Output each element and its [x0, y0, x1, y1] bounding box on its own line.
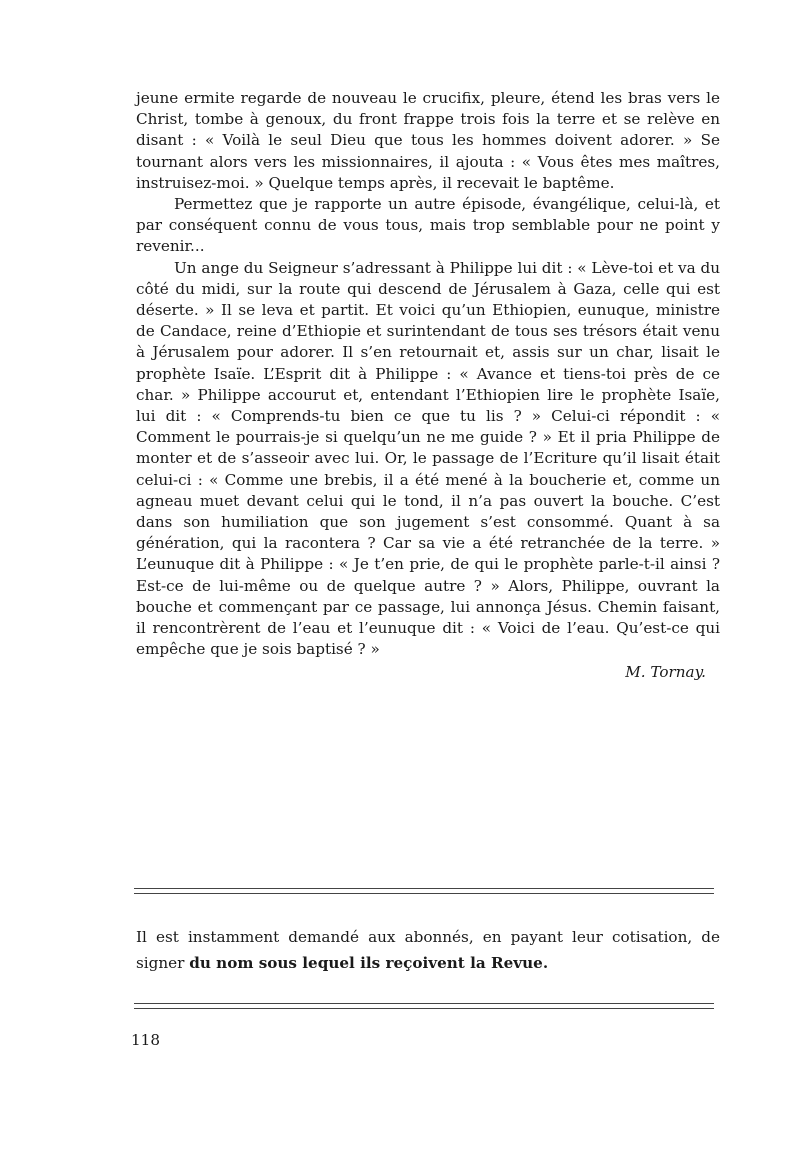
subscriber-notice: [136, 924, 720, 976]
paragraph-episode-intro: Permettez que je rapporte un autre épisode, évangélique, celui-là, et par conséquent connu de vous tous, mais trop semblable pour ne point y revenir...: [136, 195, 720, 256]
double-rule-divider-bottom: [134, 1003, 714, 1009]
page-number: 118: [131, 1031, 160, 1049]
paragraph-continuation: jeune ermite regarde de nouveau le crucifix, pleure, étend les bras vers le Christ, tombe à genoux, du front frappe trois fois la terre et se relève en disant : « Voilà le seul Dieu que tous les hommes doivent adorer. » Se tournant alors vers les missionnaires, il ajouta : « Vous êtes mes maîtres, instruisez-moi. » Quelque temps après, il recevait le baptême.: [136, 89, 720, 192]
author-signature: M. Tornay.: [625, 663, 706, 682]
paragraph-philip-ethiopian: Un ange du Seigneur s’adressant à Philippe lui dit : « Lève-toi et va du côté du midi, sur la route qui descend de Jérusalem à Gaza, celle qui est déserte. » Il se leva et partit. Et voici qu’un Ethiopien, eunuque, ministre de Candace, reine d’Ethiopie et surintendant de tous ses trésors était venu à Jérusalem pour adorer. Il s’en retournait et, assis sur un char, lisait le prophète Isaïe. L’Esprit dit à Philippe : « Avance et tiens-toi près de ce char. » Philippe accourut et, entendant l’Ethiopien lire le prophète Isaïe, lui dit : « Comprends-tu bien ce que tu lis ? » Celui-ci répondit : « Comment le pourrais-je si quelqu’un ne me guide ? » Et il pria Philippe de monter et de s’asseoir avec lui. Or, le passage de l’Ecriture qu’il lisait était celui-ci : « Comme une brebis, il a été mené à la boucherie et, comme un agneau muet devant celui qui le tond, il n’a pas ouvert la bouche. C’est dans son humiliation que son jugement s’est consommé. Quant à sa génération, qui la racontera ? Car sa vie a été retranchée de la terre. » L’eunuque dit à Philippe : « Je t’en prie, de qui le prophète parle-t-il ainsi ? Est-ce de lui-même ou de quelque autre ? » Alors, Philippe, ouvrant la bouche et commençant par ce passage, lui annonça Jésus. Chemin faisant, il rencontrèrent de l’eau et l’eunuque dit : « Voici de l’eau. Qu’est-ce qui empêche que je sois baptisé ? »: [136, 258, 720, 659]
double-rule-divider-top: [134, 888, 714, 894]
article-body: [136, 88, 720, 684]
notice-bold-text: du nom sous lequel ils reçoivent la Revue.: [189, 954, 549, 972]
notice-text: Il est instamment demandé aux abonnés, en payant leur cotisation, de signer: [136, 928, 720, 972]
